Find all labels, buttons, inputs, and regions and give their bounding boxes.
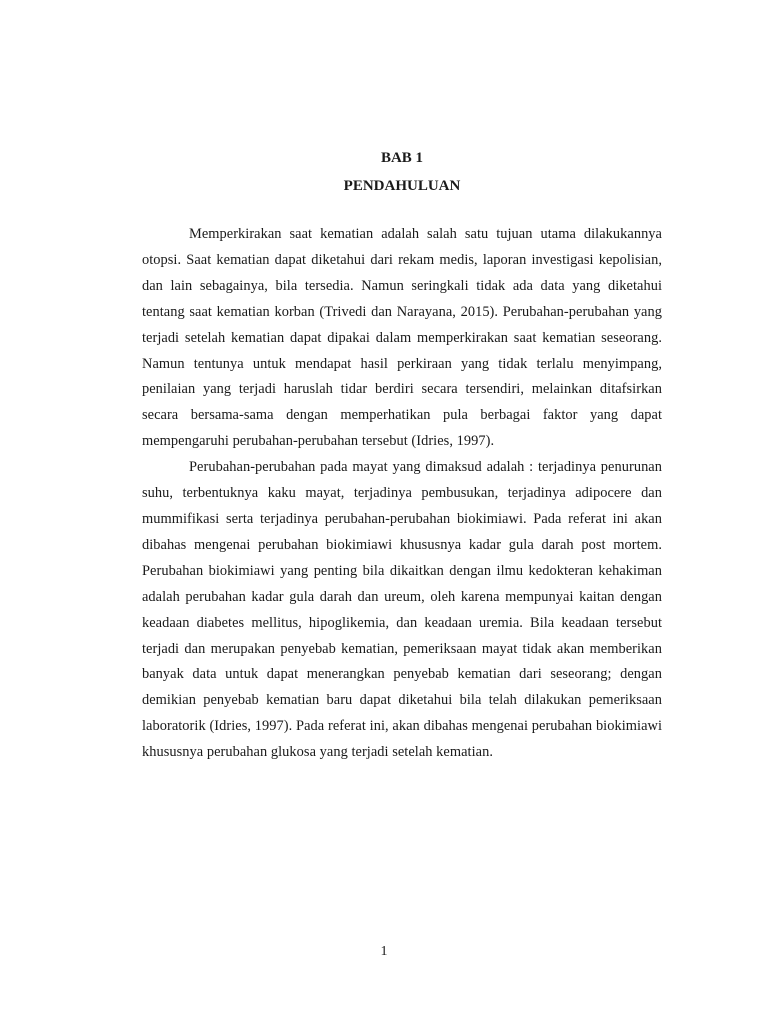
page-number: 1 <box>380 944 388 959</box>
chapter-title: PENDAHULUAN <box>343 178 461 194</box>
paragraph-2: Perubahan-perubahan pada mayat yang dimaksud adalah : terjadinya penurunan suhu, terbentuknya kaku mayat, terjadinya pembusukan, terjadinya adipocere dan mummifikasi serta terjadinya perubahan-perubahan biokimiawi. Pada referat ini akan dibahas mengenai perubahan biokimiawi khususnya kadar gula darah post mortem. Perubahan biokimiawi yang penting bila dikaitkan dengan ilmu kedokteran kehakiman adalah perubahan kadar gula darah dan ureum, oleh karena mempunyai kaitan dengan keadaan diabetes mellitus, hipoglikemia, dan keadaan uremia. Bila keadaan tersebut terjadi dan merupakan penyebab kematian, pemeriksaan mayat tidak akan memberikan banyak data untuk dapat menerangkan penyebab kematian dari seseorang; dengan demikian penyebab kematian baru dapat diketahui bila telah dilakukan pemeriksaan laboratorik (Idries, 1997). Pada referat ini, akan dibahas mengenai perubahan biokimiawi khususnya perubahan glukosa yang terjadi setelah kematian. <box>142 459 662 761</box>
chapter-heading <box>142 144 662 200</box>
chapter-number: BAB 1 <box>380 150 424 166</box>
body-text <box>142 222 662 766</box>
paragraph-1: Memperkirakan saat kematian adalah salah satu tujuan utama dilakukannya otopsi. Saat kematian dapat diketahui dari rekam medis, laporan investigasi kepolisian, dan lain sebagainya, bila tersedia. Namun seringkali tidak ada data yang diketahui tentang saat kematian korban (Trivedi dan Narayana, 2015). Perubahan-perubahan yang terjadi setelah kematian dapat dipakai dalam memperkirakan saat kematian seseorang. Namun tentunya untuk mendapat hasil perkiraan yang tidak terlalu menyimpang, penilaian yang terjadi haruslah tidar berdiri secara tersendiri, melainkan ditafsirkan secara bersama-sama dengan memperhatikan pula berbagai faktor yang dapat mempengaruhi perubahan-perubahan tersebut (Idries, 1997). <box>142 226 662 450</box>
